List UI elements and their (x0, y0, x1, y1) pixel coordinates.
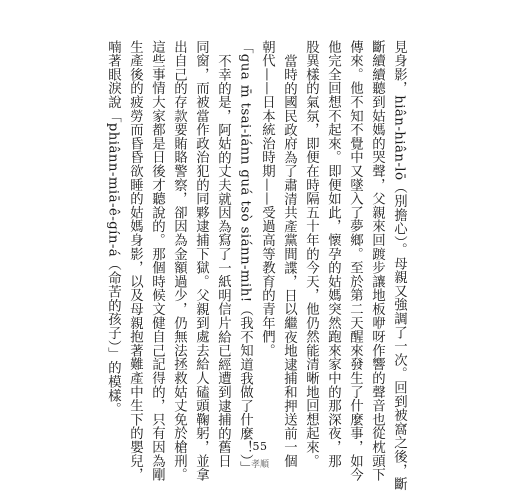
text-column: 喃著眼淚說「phiânn-miā-ê-gín-á（命苦的孩子）」的模樣。 (105, 40, 121, 417)
text-column: 同窗，而被當作政治犯的同夥逮捕下獄。父親到處去給人磕頭鞠躬，並拿 (193, 40, 209, 482)
text-column: 見身影，hiân-hiân-lō（別擔心）。母親又強調了一次。回到被窩之後，斷 (391, 40, 407, 492)
page-number: 55 (252, 440, 268, 453)
text-column: 這些事情大家都是日後才聽說的。那個時候文健自己記得的，只有因為剛 (149, 40, 165, 482)
text-column: 斷續續聽到姑媽的哭聲，父親來回踱步讓地板咿呀作響的聲音也從枕頭下 (369, 40, 385, 482)
text-column: 不幸的是，阿姑的丈夫就因為寫了一紙明信片給已經遭到逮捕的舊日 (215, 54, 231, 468)
text-column: 出自己的存款要賄賂警察，卻因為金額過少，仍無法拯救姑丈免於槍刑。 (171, 40, 187, 482)
text-column: 股異樣的氣氛，即便在時隔五十年的今天，他仍然能清晰地回想起來。 (303, 40, 319, 468)
running-title: 孝順 (250, 460, 269, 470)
text-column: 生產後的疲勞而昏昏欲睡的姑媽身影，以及母親抱著難產中生下的嬰兒， (127, 40, 143, 482)
text-column: 朝代——日本統治時期——受過高等教育的青年們。 (259, 40, 275, 358)
text-column: 當時的國民政府為了肅清共產黨間諜，日以繼夜地逮捕和押送前一個 (281, 54, 297, 468)
text-column: 他完全回想不起來。即便如此，懷孕的姑媽突然跑來家中的那深夜，那 (325, 40, 341, 468)
text-column: 傳來。他不知不覺中又墜入了夢鄉。至於第二天醒來發生了什麼事，如今 (347, 40, 363, 482)
text-column: 「gua m̄ tsai-iánn guá tsò siánn-mih!（我不知道我做了什麼！）」 (237, 40, 253, 476)
